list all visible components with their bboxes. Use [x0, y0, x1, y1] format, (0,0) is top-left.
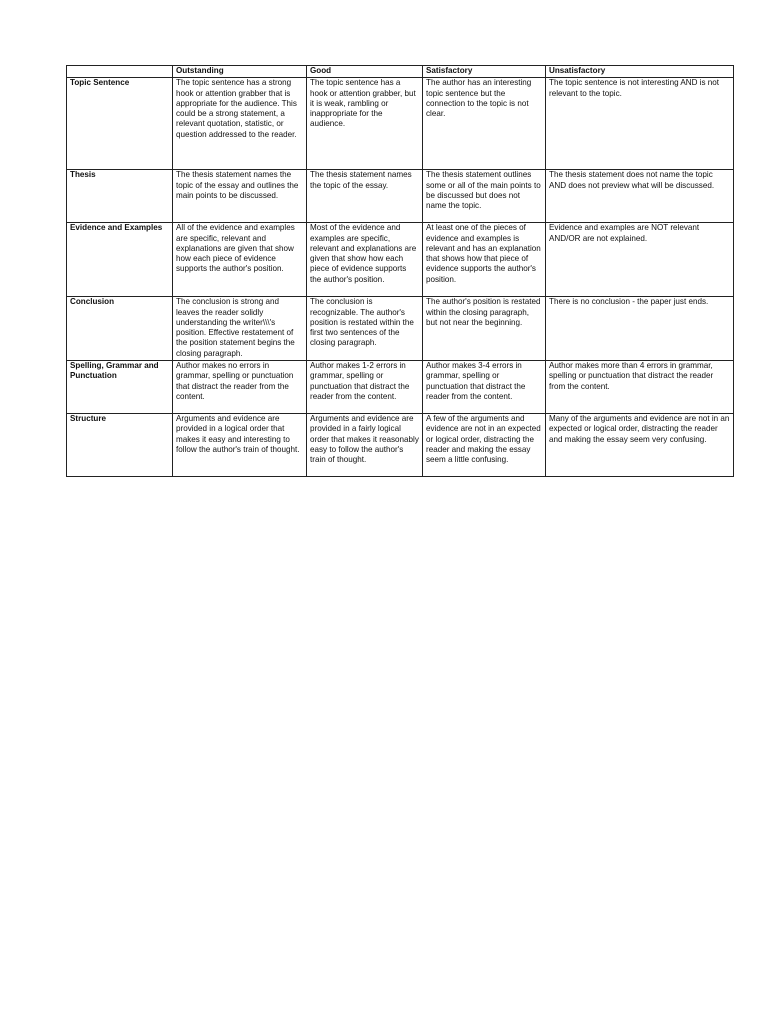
criterion-label: Spelling, Grammar and Punctuation [67, 361, 173, 414]
row-structure [67, 414, 734, 477]
cell-unsatisfactory: Evidence and examples are NOT relevant AND/OR are not explained. [546, 223, 734, 297]
criterion-label: Conclusion [67, 297, 173, 361]
header-good: Good [307, 66, 423, 78]
header-satisfactory: Satisfactory [423, 66, 546, 78]
cell-satisfactory: A few of the arguments and evidence are not in an expected or logical order, distracting the reader and making the essay seem a little confusing. [423, 414, 546, 477]
cell-unsatisfactory: There is no conclusion - the paper just ends. [546, 297, 734, 361]
header-outstanding: Outstanding [173, 66, 307, 78]
criterion-label: Topic Sentence [67, 78, 173, 170]
cell-outstanding: The conclusion is strong and leaves the reader solidly understanding the writer\\\'s position. Effective restatement of the position statement begins the closing paragraph. [173, 297, 307, 361]
cell-good: Author makes 1-2 errors in grammar, spelling or punctuation that distract the reader from the content. [307, 361, 423, 414]
cell-unsatisfactory: The thesis statement does not name the topic AND does not preview what will be discussed. [546, 170, 734, 223]
cell-satisfactory: The author has an interesting topic sentence but the connection to the topic is not clear. [423, 78, 546, 170]
criterion-label: Structure [67, 414, 173, 477]
cell-outstanding: Author makes no errors in grammar, spelling or punctuation that distract the reader from the content. [173, 361, 307, 414]
criterion-label: Thesis [67, 170, 173, 223]
cell-unsatisfactory: Many of the arguments and evidence are not in an expected or logical order, distracting the reader and making the essay seem very confusing. [546, 414, 734, 477]
cell-unsatisfactory: The topic sentence is not interesting AND is not relevant to the topic. [546, 78, 734, 170]
cell-good: Most of the evidence and examples are specific, relevant and explanations are given that show how each piece of evidence supports the author's position. [307, 223, 423, 297]
rubric-table [66, 65, 734, 477]
cell-outstanding: Arguments and evidence are provided in a logical order that makes it easy and interesting to follow the author's train of thought. [173, 414, 307, 477]
header-criterion [67, 66, 173, 78]
cell-good: The topic sentence has a hook or attention grabber, but it is weak, rambling or inappropriate for the audience. [307, 78, 423, 170]
header-unsatisfactory: Unsatisfactory [546, 66, 734, 78]
cell-outstanding: The topic sentence has a strong hook or attention grabber that is appropriate for the audience. This could be a strong statement, a relevant quotation, statistic, or question addressed to the reader. [173, 78, 307, 170]
row-topic-sentence [67, 78, 734, 170]
cell-good: The thesis statement names the topic of the essay. [307, 170, 423, 223]
cell-satisfactory: The thesis statement outlines some or all of the main points to be discussed but does not name the topic. [423, 170, 546, 223]
header-row [67, 66, 734, 78]
cell-good: Arguments and evidence are provided in a fairly logical order that makes it reasonably easy to follow the author's train of thought. [307, 414, 423, 477]
cell-satisfactory: At least one of the pieces of evidence and examples is relevant and has an explanation that shows how that piece of evidence supports the author's position. [423, 223, 546, 297]
row-conclusion [67, 297, 734, 361]
criterion-label: Evidence and Examples [67, 223, 173, 297]
row-thesis [67, 170, 734, 223]
cell-outstanding: All of the evidence and examples are specific, relevant and explanations are given that show how each piece of evidence supports the author's position. [173, 223, 307, 297]
cell-unsatisfactory: Author makes more than 4 errors in grammar, spelling or punctuation that distract the reader from the content. [546, 361, 734, 414]
cell-good: The conclusion is recognizable. The author's position is restated within the first two sentences of the closing paragraph. [307, 297, 423, 361]
cell-satisfactory: The author's position is restated within the closing paragraph, but not near the beginning. [423, 297, 546, 361]
row-evidence-and-examples [67, 223, 734, 297]
cell-outstanding: The thesis statement names the topic of the essay and outlines the main points to be discussed. [173, 170, 307, 223]
row-spelling-grammar-punctuation [67, 361, 734, 414]
cell-satisfactory: Author makes 3-4 errors in grammar, spelling or punctuation that distract the reader from the content. [423, 361, 546, 414]
